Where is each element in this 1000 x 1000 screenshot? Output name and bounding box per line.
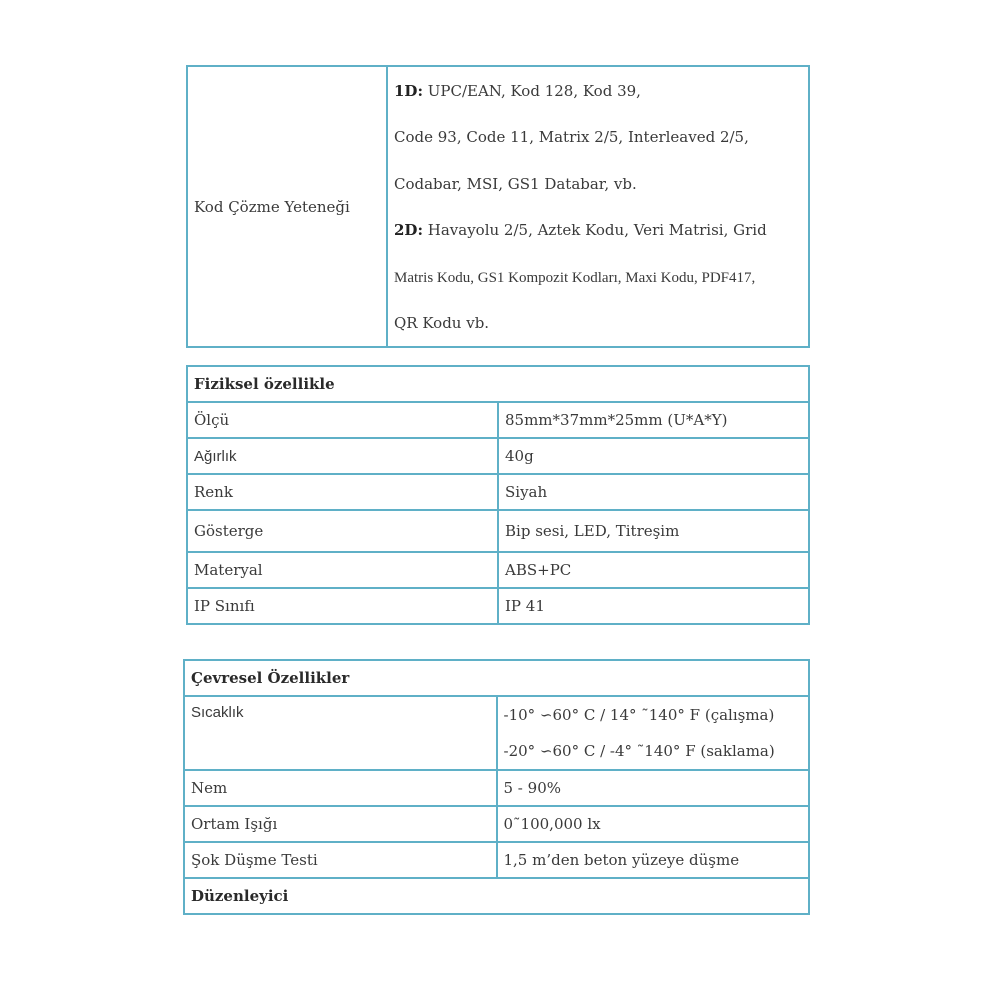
decode-line-2d: 2D: Havayolu 2/5, Aztek Kodu, Veri Matrisi, Grid [394,221,767,240]
regulatory-section-title: Düzenleyici [184,878,809,914]
table-row [184,842,809,878]
spec-label: Gösterge [187,510,498,552]
spec-label: Ağırlık [187,438,498,474]
temperature-storage: -20° ∽60° C / -4° ˜140° F (saklama) [503,742,775,760]
decode-line-1d: 1D: UPC/EAN, Kod 128, Kod 39, [394,82,641,100]
spec-value: IP 41 [498,588,809,624]
table-row [187,510,809,552]
table-row [184,770,809,806]
table-row [184,696,809,770]
spec-label: IP Sınıfı [187,588,498,624]
spec-value: Bip sesi, LED, Titreşim [498,510,809,552]
spec-label: Materyal [187,552,498,588]
decode-line: Code 93, Code 11, Matrix 2/5, Interleaved 2/5, [394,128,749,147]
table-row [187,588,809,624]
spec-value: 0˜100,000 lx [497,806,810,842]
spec-value: 40g [498,438,809,474]
table-row [184,806,809,842]
physical-specs-title: Fiziksel özellikle [187,366,809,402]
decode-line: Codabar, MSI, GS1 Databar, vb. [394,174,637,193]
spec-label: Nem [184,770,497,806]
spec-label: Şok Düşme Testi [184,842,497,878]
environmental-specs-title: Çevresel Özellikler [184,660,809,696]
temperature-operating: -10° ∽60° C / 14° ˜140° F (çalışma) [503,706,775,724]
spec-label: Ortam Işığı [184,806,497,842]
spec-value: 1,5 m’den beton yüzeye düşme [497,842,810,878]
decode-line: Matris Kodu, GS1 Kompozit Kodları, Maxi Kodu, PDF417, [394,269,756,286]
decode-capability-value [387,66,809,347]
spec-value: 5 - 90% [497,770,810,806]
spec-value: Siyah [498,474,809,510]
spec-label: Ölçü [187,402,498,438]
environmental-specs-table [183,659,810,915]
table-row [187,402,809,438]
table-row [187,438,809,474]
decode-line: QR Kodu vb. [394,313,490,332]
spec-value: ABS+PC [498,552,809,588]
decode-capability-table [186,65,810,348]
table-row [187,474,809,510]
spec-value [497,696,810,770]
spec-label: Renk [187,474,498,510]
decode-capability-label: Kod Çözme Yeteneği [187,66,387,347]
decode-capability-row [187,66,809,347]
physical-specs-table [186,365,810,625]
spec-label: Sıcaklık [184,696,497,770]
spec-value: 85mm*37mm*25mm (U*A*Y) [498,402,809,438]
table-row [187,552,809,588]
